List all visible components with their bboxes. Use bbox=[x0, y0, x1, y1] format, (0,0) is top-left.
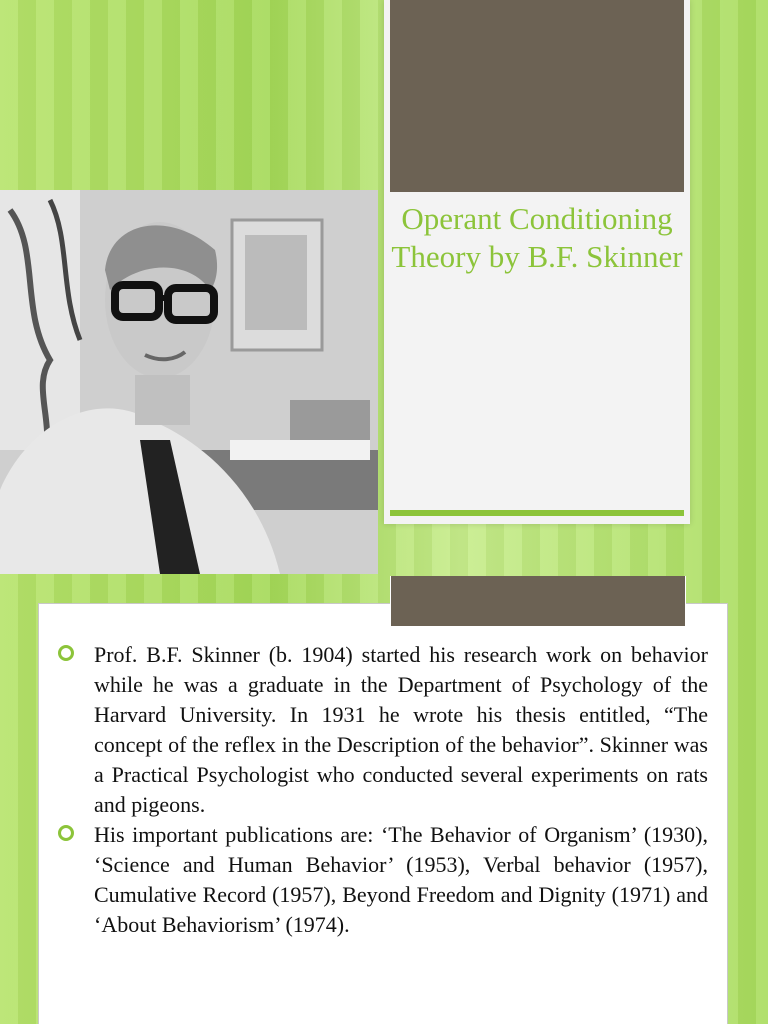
title-accent-rule bbox=[390, 510, 684, 516]
bullet-list bbox=[56, 640, 708, 940]
title-panel bbox=[384, 0, 690, 524]
bullet-item bbox=[56, 820, 708, 940]
bullet-text: His important publications are: ‘The Behavior of Organism’ (1930), ‘Science and Human Behavior’ (1953), Verbal behavior (1957), Cumulative Record (1957), Beyond Freedom and Dignity (1971) and ‘About Behaviorism’ (1974). bbox=[94, 822, 708, 937]
slide-2 bbox=[0, 576, 768, 1024]
header-tab-block bbox=[390, 576, 686, 626]
hollow-circle-bullet-icon bbox=[58, 645, 74, 661]
bullet-text: Prof. B.F. Skinner (b. 1904) started his research work on behavior while he was a graduate in the Department of Psychology of the Harvard University. In 1931 he wrote his thesis entitled, “The concept of the reflex in the Description of the behavior”. Skinner was a Practical Psychologist who conducted several experiments on rats and pigeons. bbox=[94, 642, 708, 817]
hollow-circle-bullet-icon bbox=[58, 825, 74, 841]
portrait-illustration bbox=[0, 190, 378, 574]
slide-title: Operant Conditioning Theory by B.F. Skinner bbox=[391, 201, 683, 274]
title-header-block bbox=[390, 0, 684, 192]
skinner-portrait-photo bbox=[0, 190, 378, 574]
bullet-item bbox=[56, 640, 708, 820]
